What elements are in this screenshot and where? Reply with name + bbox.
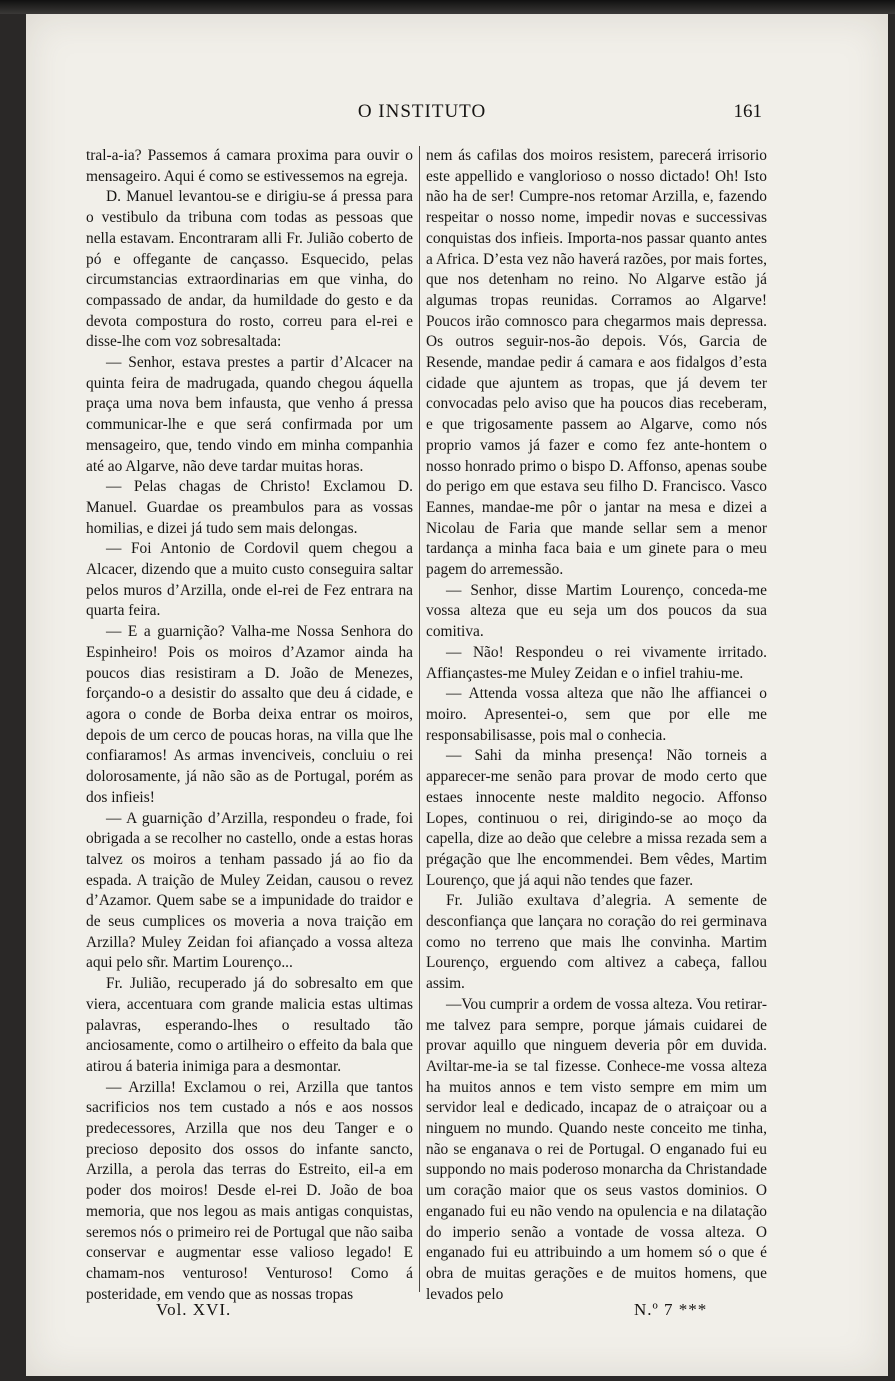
paragraph: — Attenda vossa alteza que não lhe affiancei o moiro. Apresentei-o, sem que por elle me responsabilisasse, pois mal o conhecia.: [426, 685, 767, 744]
paragraph: tral-a-ia? Passemos á camara proxima para ouvir o mensageiro. Aqui é como se estivessemos na egreja.: [86, 147, 413, 185]
scan-top-edge: [0, 0, 895, 14]
signature-mark: N.º 7 ***: [634, 1300, 708, 1319]
paragraph: — E a guarnição? Valha-me Nossa Senhora do Espinheiro! Pois os moiros d’Azamor ainda ha poucos dias resistiram a D. João de Menezes, forçando-o a desistir do assalto que deu á cidade, e agora o conde de Borba deixa entrar os moiros, depois de um cerco de poucas horas, na villa que lhe confiaramos! As armas invenciveis, concluiu o rei dolorosamente, já não são as de Portugal, porém as dos infieis!: [86, 623, 413, 806]
paragraph: — A guarnição d’Arzilla, respondeu o frade, foi obrigada a se recolher no castello, onde a estas horas talvez os moiros a tenham passado já ao fio da espada. A traição de Muley Zeidan, causou o revez d’Azamor. Quem sabe se a impunidade do traidor e de seus cumplices os moveria a nova traição em Arzilla? Muley Zeidan foi afiançado a vossa alteza aqui pelo sñr. Martim Lourenço...: [86, 809, 413, 972]
paragraph: — Não! Respondeu o rei vivamente irritado. Affiançastes-me Muley Zeidan e o infiel trahiu-me.: [426, 643, 767, 682]
paragraph: D. Manuel levantou-se e dirigiu-se á pressa para o vestibulo da tribuna com todas as pessoas que nella estavam. Encontraram alli Fr. Julião coberto de pó e offegante de cançasso. Esquecido, pelas circumstancias extraordinarias em que vinha, do compassado de andar, da humildade do gesto e da devota compostura do rosto, correu para el-rei e disse-lhe com voz sobresaltada:: [86, 188, 413, 351]
paragraph: Fr. Julião exultava d’alegria. A semente de desconfiança que lançara no coração do rei germinava como no terreno que mais lhe convinha. Martim Lourenço, erguendo com altivez a cabeça, fallou assim.: [426, 892, 767, 993]
left-column: [86, 146, 413, 1305]
volume-label: Vol. XVI.: [156, 1300, 232, 1319]
paragraph: — Sahi da minha presença! Não torneis a apparecer-me senão para provar de modo certo que estaes innocente neste maldito negocio. Affonso Lopes, continuou o rei, dirigindo-se ao moço da capella, dize ao deão que celebre a missa rezada sem a prégação que lhe encommendei. Bem vêdes, Martim Lourenço, que já aqui não tendes que fazer.: [426, 747, 767, 889]
paragraph: — Pelas chagas de Christo! Exclamou D. Manuel. Guardae os preambulos para as vossas homilias, e dizei já tudo sem mais delongas.: [86, 478, 413, 537]
column-divider: [419, 146, 420, 1292]
page-header: [82, 101, 762, 131]
paragraph: Fr. Julião, recuperado já do sobresalto em que viera, accentuara com grande malicia estas ultimas palavras, esperando-lhes o resultado tão anciosamente, como o artilheiro o effeito da bala que atirou á bateria inimiga para a desmontar.: [86, 975, 413, 1075]
paragraph: —Vou cumprir a ordem de vossa alteza. Vou retirar-me talvez para sempre, porque jámais cuidarei de provar aquillo que ninguem deveria pôr em duvida. Aviltar-me-ia se tal fizesse. Conhece-me vossa alteza ha muitos annos e tem visto sempre em mim um servidor leal e dedicado, incapaz de o atraiçoar ou a ninguem no mundo. Quando neste conceito me tinha, não se enganava o rei de Portugal. O enganado fui eu suppondo no mais poderoso monarcha da Christandade um coração maior que os seus vastos dominios. O enganado fui eu não vendo na opulencia e na dilatação do imperio senão a vontade de vossa alteza. O enganado fui eu attribuindo a um homem só o que é obra de muitas gerações e de muitos homens, que levados pelo: [426, 995, 767, 1303]
paragraph: — Foi Antonio de Cordovil quem chegou a Alcacer, dizendo que a muito custo conseguira saltar pelos muros d’Arzilla, onde el-rei de Fez entrara na quarta feira.: [86, 540, 413, 620]
paragraph: — Senhor, disse Martim Lourenço, conceda-me vossa alteza que eu seja um dos poucos da sua comitiva.: [426, 581, 767, 641]
right-column: [426, 146, 767, 1305]
paragraph: nem ás cafilas dos moiros resistem, parecerá irrisorio este appellido e vanglorioso o nosso dictado! Oh! Isto não ha de ser! Cumpre-nos retomar Arzilla, e, fazendo respeitar o nosso nome, impedir novas e successivas conquistas dos infieis. Importa-nos passar quanto antes a Africa. D’esta vez não haverá razões, por mais fortes, que nos detenham no reino. No Algarve estão já algumas tropas reunidas. Corramos ao Algarve! Poucos irão comnosco para chegarmos mais depressa. Os outros seguir-nos-ão depois. Vós, Garcia de Resende, mandae pedir á camara e aos fidalgos d’esta cidade que ajuntem as tropas, que já devem ter convocadas pelo aviso que ha poucos dias receberam, e que trigosamente passem ao Algarve, como nós proprio vamos já fazer e como fez ante-hontem o nosso honrado primo o bispo D. Affonso, apenas soube do perigo em que estava seu filho D. Francisco. Vasco Eannes, mandae-me pôr o jantar na mesa e dizei a Nicolau de Faria que mande sellar sem a menor tardança a minha faca baia e um ginete para o meu pagem do arremessão.: [426, 147, 767, 579]
running-title: O INSTITUTO: [357, 101, 487, 122]
page-number: 161: [733, 101, 762, 122]
paragraph: — Senhor, estava prestes a partir d’Alcacer na quinta feira de madrugada, quando chegou áquella praça uma nova bem infausta, que venho á pressa communicar-lhe e que será confirmada por um mensageiro, que, tendo vindo em minha companhia até ao Algarve, não deve tardar muitas horas.: [86, 354, 413, 475]
paragraph: — Arzilla! Exclamou o rei, Arzilla que tantos sacrificios nos tem custado a nós e aos nossos predecessores, Arzilla que nos deu Tanger e o precioso deposito dos ossos do infante sancto, Arzilla, a perola das terras do Estreito, eil-a em poder dos moiros! Desde el-rei D. João de boa memoria, que nos legou as mais antigas conquistas, seremos nós o primeiro rei de Portugal que não saiba conservar e augmentar esse valioso legado! E chamam-nos venturoso! Venturoso! Como á posteridade, em vendo que as nossas tropas: [86, 1078, 413, 1303]
